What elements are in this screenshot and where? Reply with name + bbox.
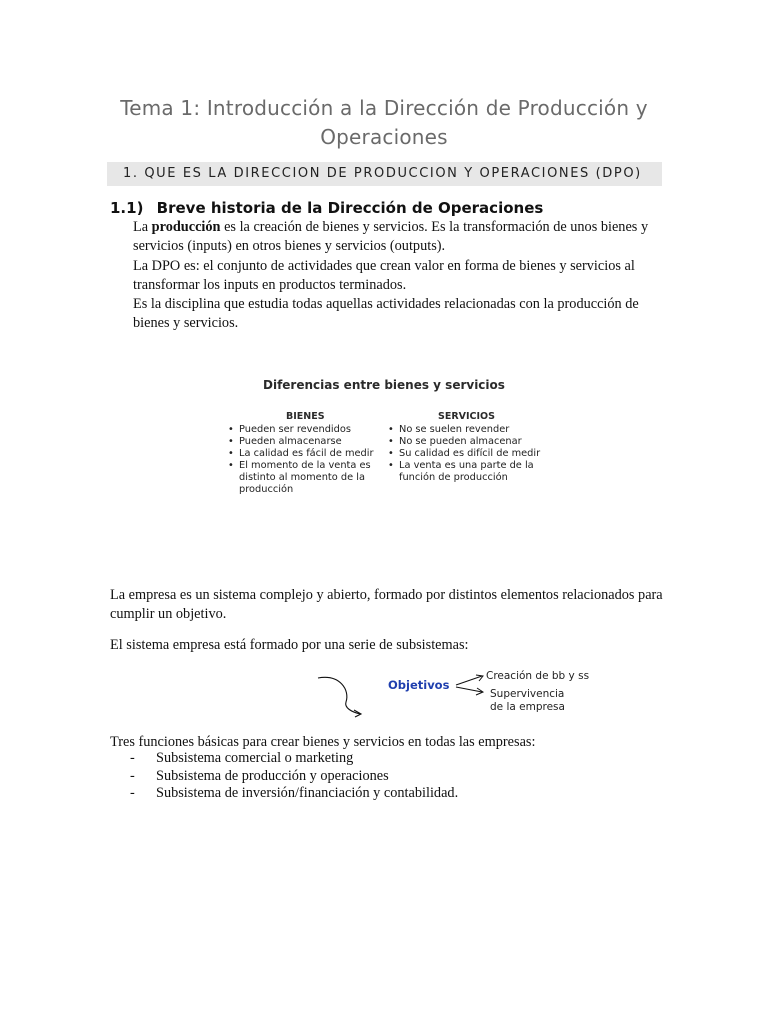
subsection-heading: [110, 198, 543, 218]
list-item: [130, 750, 458, 768]
produccion-bold: producción: [151, 219, 221, 235]
section-number: 1.: [123, 166, 139, 181]
page-title-line-2: Operaciones: [320, 125, 448, 149]
creacion-label: Creación de bb y ss: [486, 670, 590, 682]
intro-text: es la creación de bienes y servicios. Es la transformación de unos bienes y servicios (inputs) en otros bienes y servicios (outputs).: [133, 219, 649, 255]
bienes-header: BIENES: [286, 411, 325, 422]
section-heading: [107, 162, 662, 186]
page-title-line-1: Tema 1: Introducción a la Dirección de Producción y: [120, 96, 648, 120]
intro-paragraph-2: La DPO es: el conjunto de actividades que crean valor en forma de bienes y servicios al transformar los inputs en productos terminados.: [133, 257, 635, 293]
list-item-text: Subsistema comercial o marketing: [156, 750, 354, 766]
bienes-list: [228, 424, 378, 496]
funciones-intro: Tres funciones básicas para crear bienes y servicios en todas las empresas:: [110, 734, 536, 750]
list-item-text: Subsistema de inversión/financiación y contabilidad.: [156, 785, 459, 801]
intro-paragraphs: [133, 218, 673, 334]
supervivencia-line-1: Supervivencia: [490, 688, 565, 700]
bienes-item: • La calidad es fácil de medir: [228, 448, 378, 460]
servicios-item: • Su calidad es difícil de medir: [388, 448, 543, 460]
supervivencia-label: [490, 688, 565, 714]
servicios-header: SERVICIOS: [438, 411, 495, 422]
empresa-block: [110, 586, 670, 655]
objetivos-label: Objetivos: [388, 678, 450, 692]
bienes-item: • Pueden ser revendidos: [228, 424, 378, 436]
servicios-item: • La venta es una parte de la función de producción: [388, 460, 543, 484]
figure-title: Diferencias entre bienes y servicios: [263, 378, 505, 392]
list-item-text: Subsistema de producción y operaciones: [156, 767, 389, 784]
servicios-item: • No se suelen revender: [388, 424, 543, 436]
page-title: [0, 94, 768, 152]
intro-paragraph-3: Es la disciplina que estudia todas aquellas actividades relacionadas con la producción de bienes y servicios.: [133, 296, 639, 332]
supervivencia-line-2: de la empresa: [490, 701, 565, 713]
funciones-list: [130, 750, 458, 803]
servicios-list: [388, 424, 543, 484]
intro-paragraph-1: [133, 218, 673, 257]
list-item: [130, 768, 458, 786]
empresa-paragraph-2: El sistema empresa está formado por una serie de subsistemas:: [110, 636, 469, 653]
bienes-item: • Pueden almacenarse: [228, 436, 378, 448]
objetivos-diagram: [310, 664, 600, 722]
subsection-number: 1.1): [110, 199, 144, 217]
servicios-item: • No se pueden almacenar: [388, 436, 543, 448]
list-dash: -: [130, 750, 135, 766]
bienes-servicios-figure: [226, 374, 546, 510]
list-item: [130, 785, 458, 803]
list-dash: -: [130, 767, 135, 784]
subsection-label: Breve historia de la Dirección de Operaciones: [156, 199, 544, 217]
empresa-paragraph-1: La empresa es un sistema complejo y abierto, formado por distintos elementos relacionados para cumplir un objetivo.: [110, 587, 663, 623]
section-label: QUE ES LA DIRECCION DE PRODUCCION Y OPERACIONES (DPO): [144, 166, 642, 181]
bienes-item: • El momento de la venta es distinto al momento de la producción: [228, 460, 378, 496]
list-dash: -: [130, 785, 135, 801]
intro-text: La: [133, 219, 152, 235]
